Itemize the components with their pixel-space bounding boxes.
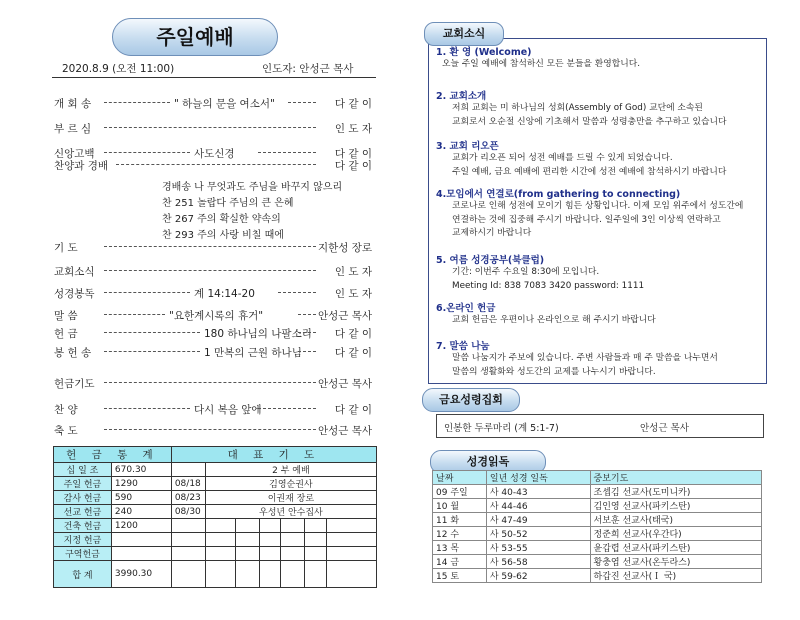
order-content: 사도신경 — [194, 148, 235, 160]
prayer-header: 대 표 기 도 — [171, 447, 376, 463]
offering-value: 1200 — [111, 519, 171, 533]
news-item-line: 말씀 나눔지가 주보에 있습니다. 주변 사람들과 매 주 말씀을 나누면서 — [452, 353, 718, 363]
news-item-line: 코로나로 인해 성전에 모이기 힘든 상황입니다. 이제 모임 위주에서 성도간에 — [452, 201, 744, 211]
order-label: 개 회 송 — [54, 98, 92, 110]
table-row — [433, 527, 762, 541]
order-person: 안성근 목사 — [317, 378, 372, 390]
table-row — [433, 485, 762, 499]
news-item-body — [452, 102, 727, 129]
bible-cell: 사 44-46 — [486, 499, 590, 513]
bible-cell: 12 수 — [433, 527, 487, 541]
page-title-banner — [112, 18, 278, 56]
leader-dashes — [288, 102, 316, 103]
header-rule — [52, 77, 376, 78]
leader-dashes — [104, 314, 165, 315]
offering-value: 670.30 — [111, 463, 171, 477]
hymn-item: 찬 267 주의 확실한 약속의 — [162, 214, 281, 225]
news-item-body — [452, 152, 726, 179]
leader-dashes — [104, 292, 190, 293]
bible-cell: 사 59-62 — [486, 569, 590, 583]
news-item-line: Meeting Id: 838 7083 3420 password: 1111 — [452, 280, 645, 291]
prayer-name: 우성년 안수집사 — [205, 505, 376, 519]
friday-title: 금요성령집회 — [439, 393, 503, 406]
news-item-title: 4.모임에서 연결로(from gathering to connecting) — [436, 189, 681, 200]
order-label: 기 도 — [54, 242, 78, 254]
table-row — [433, 569, 762, 583]
leader-dashes — [104, 270, 316, 271]
prayer-name: 2 부 예배 — [205, 463, 376, 477]
news-item-body — [452, 200, 743, 241]
service-leader: 인도자: 안성근 목사 — [262, 63, 354, 75]
offering-total: 3990.30 — [111, 561, 171, 588]
order-person: 다 같 이 — [334, 404, 372, 416]
news-item-line: 오늘 주일 예배에 참석하신 모든 분들을 환영합니다. — [442, 59, 641, 69]
prayer-date: 08/23 — [171, 491, 205, 505]
bible-header-cell: 날짜 — [433, 471, 487, 485]
table-row — [433, 541, 762, 555]
order-person: 다 같 이 — [334, 98, 372, 110]
order-content: "요한계시록의 휴거" — [169, 310, 264, 322]
prayer-date: 08/30 — [171, 505, 205, 519]
leader-dashes — [104, 408, 190, 409]
bible-header-cell: 중보기도 — [590, 471, 761, 485]
offering-total-label: 합 계 — [54, 561, 112, 588]
news-item-title: 5. 여름 성경공부(북클럽) — [436, 255, 545, 266]
page-title: 주일예배 — [156, 25, 234, 49]
news-item-line: 저희 교회는 미 하나님의 성회(Assembly of God) 교단에 소속된 — [452, 103, 703, 113]
offering-label: 선교 헌금 — [54, 505, 112, 519]
news-item-line: 말씀의 생활화와 성도간의 교제를 나누시기 바랍니다. — [452, 366, 656, 377]
bible-header-cell: 일년 성경 일독 — [486, 471, 590, 485]
leader-dashes — [104, 127, 316, 128]
leader-dashes — [104, 382, 316, 383]
order-person: 안성근 목사 — [317, 425, 372, 437]
order-label: 찬양과 경배 — [54, 160, 109, 172]
leader-dashes — [116, 164, 316, 165]
offering-table — [53, 446, 377, 588]
leader-dashes — [104, 332, 200, 333]
news-item-title: 3. 교회 리오픈 — [436, 141, 499, 152]
friday-speaker: 안성근 목사 — [640, 423, 689, 434]
prayer-date: 08/18 — [171, 477, 205, 491]
order-content: 1 만복의 근원 하나님 — [204, 347, 302, 359]
news-item-line: 교회가 리오픈 되어 성전 예배를 드릴 수 있게 되었습니다. — [452, 153, 673, 163]
hymn-item: 경배송 나 무엇과도 주님을 바꾸지 않으리 — [162, 182, 343, 193]
order-person: 안성근 목사 — [317, 310, 372, 322]
bible-cell: 10 월 — [433, 499, 487, 513]
offering-value: 590 — [111, 491, 171, 505]
bible-cell: 사 40-43 — [486, 485, 590, 499]
offering-label: 구역헌금 — [54, 547, 112, 561]
leader-dashes — [104, 152, 190, 153]
order-person: 인 도 자 — [334, 123, 372, 135]
offering-label: 십 일 조 — [54, 463, 112, 477]
order-person: 인 도 자 — [334, 288, 372, 300]
order-person: 다 같 이 — [334, 160, 372, 172]
news-item-line: 연결하는 것에 집중해 주시기 바랍니다. 일주일에 3인 이상씩 연락하고 — [452, 214, 721, 225]
news-item-title: 1. 환 영 (Welcome) — [436, 47, 532, 58]
leader-dashes — [278, 292, 316, 293]
friday-text: 인봉한 두루마리 (계 5:1-7) — [444, 423, 559, 434]
order-label: 찬 양 — [54, 404, 78, 416]
leader-dashes — [104, 429, 316, 430]
prayer-name: 이권재 장로 — [205, 491, 376, 505]
order-label: 성경봉독 — [54, 288, 95, 300]
leader-dashes — [104, 246, 316, 247]
church-news-tab — [424, 22, 504, 46]
prayer-date — [171, 463, 205, 477]
bible-cell: 조셉김 선교사(도미니카) — [590, 485, 761, 499]
bible-cell: 서보훈 선교사(태국) — [590, 513, 761, 527]
bible-cell: 하갑진 선교사(Ｉ 국) — [590, 569, 761, 583]
news-item-title: 6.온라인 헌금 — [436, 303, 496, 314]
bible-cell: 황충엽 선교사(온두라스) — [590, 555, 761, 569]
order-label: 축 도 — [54, 425, 78, 437]
order-label: 헌 금 — [54, 328, 78, 340]
leader-dashes — [104, 102, 170, 103]
bible-cell: 15 토 — [433, 569, 487, 583]
prayer-name: 김영순권사 — [205, 477, 376, 491]
order-person: 인 도 자 — [334, 266, 372, 278]
friday-tab — [422, 388, 520, 412]
offering-label: 지정 헌금 — [54, 533, 112, 547]
order-content: 다시 복음 앞에 — [194, 404, 262, 416]
offering-label: 건축 헌금 — [54, 519, 112, 533]
bible-reading-title: 성경읽독 — [466, 455, 510, 468]
hymn-item: 찬 251 놀랍다 주님의 큰 은혜 — [162, 198, 294, 209]
order-content: 180 하나님의 나팔소리 — [204, 328, 312, 340]
news-item-line: 교회로서 오순절 신앙에 기초해서 말씀과 성령충만을 추구하고 있습니다 — [452, 116, 727, 127]
leader-dashes — [298, 351, 316, 352]
order-person: 다 같 이 — [334, 347, 372, 359]
bible-cell: 13 목 — [433, 541, 487, 555]
news-item-line: 기간: 이번주 수요일 8:30에 모입니다. — [452, 267, 600, 277]
leader-dashes — [298, 314, 316, 315]
news-item-body — [452, 314, 656, 328]
bible-cell: 김인영 선교사(파키스탄) — [590, 499, 761, 513]
bible-cell: 정준희 선교사(우간다) — [590, 527, 761, 541]
table-row — [433, 513, 762, 527]
news-item-line: 교회 헌금은 우편이나 온라인으로 해 주시기 바랍니다 — [452, 315, 656, 325]
offering-value — [111, 547, 171, 561]
offering-value: 1290 — [111, 477, 171, 491]
order-person: 지한성 장로 — [317, 242, 372, 254]
bible-cell: 사 56-58 — [486, 555, 590, 569]
offering-label: 주일 헌금 — [54, 477, 112, 491]
order-content: 계 14:14-20 — [194, 288, 255, 300]
offering-value: 240 — [111, 505, 171, 519]
bible-cell: 사 50-52 — [486, 527, 590, 541]
news-item-body — [442, 58, 640, 72]
news-item-title: 2. 교회소개 — [436, 91, 487, 102]
news-item-line: 주일 예배, 금요 예배에 편리한 시간에 성전 예배에 참석하시기 바랍니다 — [452, 166, 727, 177]
table-row — [433, 555, 762, 569]
bible-cell: 09 주일 — [433, 485, 487, 499]
leader-dashes — [104, 351, 200, 352]
news-item-line: 교제하시기 바랍니다 — [452, 228, 532, 238]
news-item-title: 7. 말씀 나눔 — [436, 341, 490, 352]
leader-dashes — [298, 332, 316, 333]
offering-value — [111, 533, 171, 547]
bible-cell: 사 47-49 — [486, 513, 590, 527]
church-news-title: 교회소식 — [442, 27, 486, 40]
bible-cell: 14 금 — [433, 555, 487, 569]
leader-dashes — [258, 408, 316, 409]
bible-reading-table — [432, 470, 762, 583]
order-label: 부 르 심 — [54, 123, 92, 135]
leader-dashes — [258, 152, 316, 153]
table-row — [433, 499, 762, 513]
order-person: 다 같 이 — [334, 328, 372, 340]
order-content: " 하늘의 문을 여소서" — [174, 98, 275, 110]
order-label: 교회소식 — [54, 266, 95, 278]
news-item-body — [452, 352, 718, 379]
service-date: 2020.8.9 (오전 11:00) — [62, 63, 175, 75]
bible-header-row — [433, 471, 762, 485]
news-item-body — [452, 266, 644, 293]
bible-cell: 11 화 — [433, 513, 487, 527]
hymn-item: 찬 293 주의 사랑 비칠 때에 — [162, 230, 284, 241]
order-label: 신앙고백 — [54, 148, 95, 160]
bible-cell: 사 53-55 — [486, 541, 590, 555]
order-person: 다 같 이 — [334, 148, 372, 160]
order-label: 말 씀 — [54, 310, 78, 322]
order-label: 봉 헌 송 — [54, 347, 92, 359]
bible-cell: 윤갑렵 선교사(파키스탄) — [590, 541, 761, 555]
order-label: 헌금기도 — [54, 378, 95, 390]
offering-header: 헌 금 통 계 — [54, 447, 172, 463]
offering-label: 감사 헌금 — [54, 491, 112, 505]
